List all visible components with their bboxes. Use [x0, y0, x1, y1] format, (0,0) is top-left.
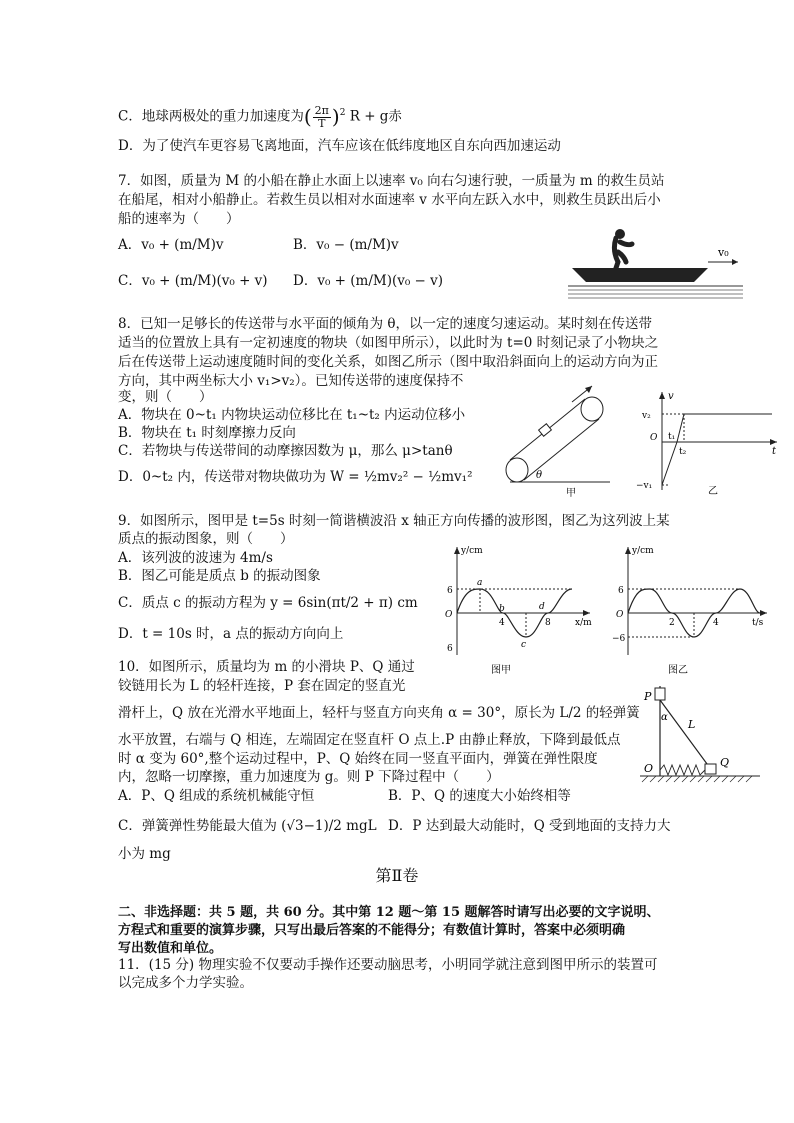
- q10-option-d-cont: 小为 mg: [118, 846, 171, 862]
- q8-stem-line1: 8．已知一足够长的传送带与水平面的倾角为 θ，以一定的速度匀速运动。某时刻在传送带: [118, 316, 653, 332]
- q9-option-a: A．该列波的波速为 4m/s: [118, 550, 273, 566]
- point-c-label: c: [521, 640, 527, 650]
- alpha-label: α: [661, 712, 668, 723]
- fig-caption: 图甲: [491, 665, 511, 676]
- section-intro-line1: 二、非选择题：共 5 题，共 60 分。其中第 12 题～第 15 题解答时请写出必要的文字说明、: [118, 905, 660, 920]
- q7-option-b: B．v₀ − (m/M)v: [293, 237, 399, 253]
- q6-c-exponent: 2: [339, 108, 346, 118]
- q8-option-a: A．物块在 0~t₁ 内物块运动位移比在 t₁~t₂ 内运动位移小: [118, 407, 466, 423]
- t1-label: t₁: [668, 432, 676, 442]
- q9-option-c: C．质点 c 的振动方程为 y = 6sin(πt/2 + π) cm: [118, 595, 418, 611]
- q7-stem-line2: 在船尾，相对小船静止。若救生员以相对水面速率 v 水平向左跃入水中，则救生员跃出后小: [118, 192, 661, 208]
- y-axis-label: y/cm: [632, 546, 654, 556]
- v2-label: v₂: [642, 411, 651, 421]
- y-axis-label: y/cm: [461, 546, 483, 556]
- q8-stem-line3: 后在传送带上运动速度随时间的变化关系，如图乙所示（图中取沿斜面向上的运动方向为正: [118, 354, 658, 370]
- q8-option-b: B．物块在 t₁ 时刻摩擦力反向: [118, 425, 296, 441]
- point-d-label: d: [539, 602, 545, 612]
- q8-stem-line4: 方向，其中两坐标大小 v₁>v₂）。已知传送带的速度保持不: [118, 373, 464, 389]
- tick-2: 2: [669, 618, 675, 628]
- frac-num: 2π: [314, 103, 329, 117]
- arrowhead-icon: [625, 547, 631, 554]
- q6-c-fraction: [313, 105, 331, 130]
- neg-amp-label: −6: [612, 634, 626, 644]
- v1-label: −v₁: [636, 481, 653, 491]
- q6-c-suffix: R + g赤: [349, 108, 402, 125]
- origin-label: O: [616, 610, 624, 620]
- q10-stem-line3: 滑杆上，Q 放在光滑水平地面上，轻杆与竖直方向夹角 α = 30°，原长为 L/2 的轻弹簧: [118, 705, 640, 721]
- tick-4: 4: [713, 618, 719, 628]
- q10-stem-line2: 铰链用长为 L 的轻杆连接，P 套在固定的竖直光: [118, 678, 406, 694]
- q6-c-text: C．地球两极处的重力加速度为: [118, 108, 304, 125]
- q7-stem-line3: 船的速率为（ ）: [118, 211, 240, 227]
- q8-stem-line5: 变，则（ ）: [118, 389, 213, 405]
- x-axis-label: x/m: [575, 618, 592, 628]
- t2-label: t₂: [679, 447, 687, 457]
- q11-stem-line1: 11．(15 分) 物理实验不仅要动手操作还要动脑思考，小明同学就注意到图甲所示的装置可: [118, 957, 658, 973]
- frac-den: T: [318, 116, 326, 130]
- q9-vibration-graph: [612, 545, 772, 675]
- origin-label: O: [650, 433, 658, 443]
- neg-amp-label: 6: [447, 644, 453, 654]
- o-label: O: [644, 762, 654, 775]
- l-label: L: [688, 718, 696, 731]
- amp-label: 6: [618, 586, 624, 596]
- arrowhead-icon: [585, 386, 592, 393]
- fig-caption: 乙: [708, 486, 718, 497]
- fig-caption: 图乙: [668, 665, 688, 676]
- upper-roller-icon: [581, 397, 603, 421]
- q7-option-c: C．v₀ + (m/M)(v₀ + v): [118, 273, 268, 289]
- q8-option-c: C．若物块与传送带间的动摩擦因数为 μ，那么 μ>tanθ: [118, 443, 453, 459]
- q7-boat-figure: [568, 222, 743, 302]
- q10-option-d: D．P 达到最大动能时，Q 受到地面的支持力大: [388, 818, 671, 834]
- tick-8: 8: [545, 618, 551, 628]
- q10-stem-line1: 10．如图所示，质量均为 m 的小滑块 P、Q 通过: [118, 659, 415, 675]
- block-icon: [539, 424, 552, 437]
- arrowhead-icon: [770, 439, 777, 445]
- q6-option-d: D．为了使汽车更容易飞离地面，汽车应该在低纬度地区自东向西加速运动: [118, 138, 561, 154]
- slider-p-icon: [655, 688, 665, 700]
- arrowhead-icon: [583, 610, 590, 616]
- light-rod: [660, 700, 710, 768]
- q10-option-b: B．P、Q 的速度大小始终相等: [388, 788, 571, 804]
- q8-conveyor-figure: [500, 392, 610, 497]
- boat-hull-icon: [572, 268, 708, 282]
- q7-stem-line1: 7．如图，质量为 M 的小船在静止水面上以速率 v₀ 向右匀速行驶，一质量为 m 的救生员站: [118, 173, 665, 189]
- tick-4: 4: [499, 618, 505, 628]
- ground-hatch-icon: [642, 776, 752, 782]
- q10-stem-line5: 时 α 变为 60°,整个运动过程中，P、Q 始终在同一竖直平面内，弹簧在弹性限度: [118, 751, 598, 767]
- t-axis-label: t: [772, 446, 777, 457]
- amp-label: 6: [447, 586, 453, 596]
- arrowhead-icon: [760, 610, 767, 616]
- theta-label: θ: [536, 470, 543, 481]
- v0-label: v₀: [718, 246, 729, 259]
- q7-option-a: A．v₀ + (m/M)v: [118, 237, 224, 253]
- q9-stem-line2: 质点的振动图象，则（ ）: [118, 531, 294, 547]
- t-axis-label: t/s: [752, 618, 764, 628]
- q10-slider-figure: [640, 680, 770, 795]
- arrowhead-icon: [732, 259, 738, 265]
- q8-option-d: D．0~t₂ 内，传送带对物块做功为 W = ½mv₂² − ½mv₁²: [118, 469, 473, 485]
- q8-stem-line2: 适当的位置放上具有一定初速度的物块（如图甲所示），以此时为 t=0 时刻记录了小物块之: [118, 335, 659, 351]
- origin-label: O: [445, 610, 453, 620]
- q11-stem-line2: 以完成多个力学实验。: [118, 975, 253, 991]
- q8-vt-graph: [632, 390, 782, 495]
- slider-q-icon: [705, 764, 716, 774]
- q-label: Q: [720, 756, 730, 769]
- section-intro-line2: 方程式和重要的演算步骤，只写出最后答案的不能得分；有数值计算时，答案中必须明确: [118, 923, 626, 938]
- q10-option-c: C．弹簧弹性势能最大值为 (√3−1)/2 mgL: [118, 818, 377, 834]
- q10-stem-line4: 水平放置，右端与 Q 相连，左端固定在竖直杆 O 点上.P 由静止释放，下降到最低点: [118, 732, 621, 748]
- q10-stem-line6: 内，忽略一切摩擦，重力加速度为 g。则 P 下降过程中（ ）: [118, 769, 500, 785]
- point-a-label: a: [477, 578, 483, 588]
- q9-option-d: D．t = 10s 时，a 点的振动方向向上: [118, 626, 344, 642]
- spring-icon: [660, 765, 705, 775]
- fig-caption: 甲: [566, 488, 576, 499]
- q7-option-d: D．v₀ + (m/M)(v₀ − v): [293, 273, 444, 289]
- arrowhead-icon: [454, 547, 460, 554]
- v-axis-label: v: [668, 391, 674, 402]
- section-intro-line3: 写出数值和单位。: [118, 941, 223, 956]
- p-label: P: [644, 690, 652, 703]
- q6-option-c: C．地球两极处的重力加速度为( $\frac{2\pi}{T}$ )$^2$ R + g赤: [118, 103, 402, 130]
- point-b-label: b: [499, 604, 505, 614]
- section-title: 第Ⅱ卷: [375, 866, 419, 885]
- q9-wave-graph: [435, 545, 595, 675]
- lower-roller-icon: [506, 458, 528, 482]
- q10-option-a: A．P、Q 组成的系统机械能守恒: [118, 788, 315, 804]
- q9-stem-line1: 9．如图所示，图甲是 t=5s 时刻一简谐横波沿 x 轴正方向传播的波形图，图乙为这列波上某: [118, 513, 670, 529]
- q9-option-b: B．图乙可能是质点 b 的振动图象: [118, 568, 321, 584]
- arrowhead-icon: [659, 392, 665, 399]
